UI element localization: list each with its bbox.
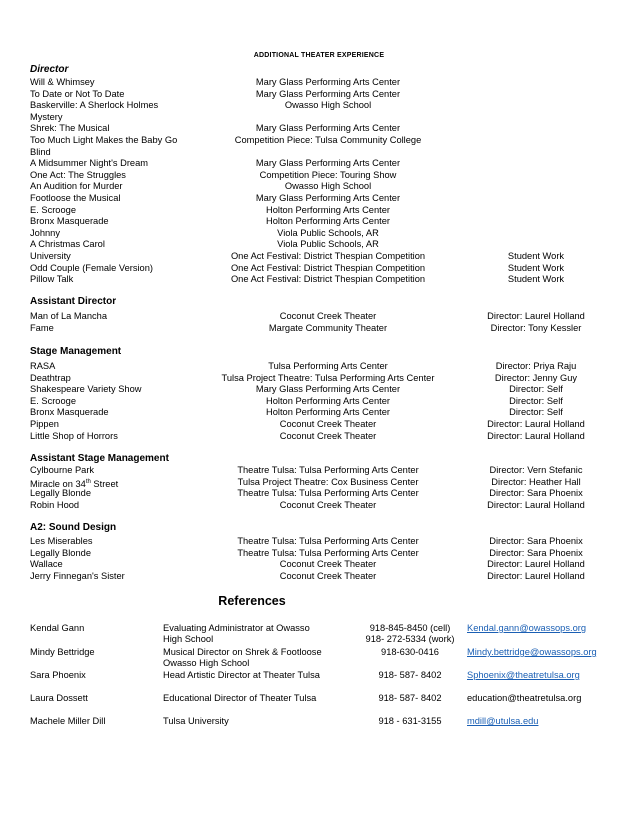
reference-role: High School <box>163 634 214 644</box>
production-title: RASA <box>30 361 56 371</box>
experience-row <box>30 418 610 430</box>
director-note: Director: Tony Kessler <box>490 322 582 333</box>
experience-row <box>30 383 610 395</box>
experience-row <box>30 372 610 384</box>
venue: Tulsa Project Theatre: Tulsa Performing Arts Center <box>221 372 435 383</box>
production-title: Cylbourne Park <box>30 465 95 475</box>
production-title: One Act: The Struggles <box>30 169 126 180</box>
production-title: Jerry Finnegan's Sister <box>30 570 125 581</box>
venue: Mary Glass Performing Arts Center <box>255 193 401 203</box>
reference-role: Head Artistic Director at Theater Tulsa <box>163 670 320 680</box>
section-heading: Assistant Director <box>30 296 117 307</box>
venue: Mary Glass Performing Arts Center <box>255 158 401 169</box>
reference-phone: 918- 587- 8402 <box>378 693 442 703</box>
production-title: Bronx Masquerade <box>30 216 109 227</box>
production-title: Baskerville: A Sherlock Holmes <box>30 100 159 111</box>
director-note: Director: Jenny Guy <box>494 372 578 383</box>
director-note: Director: Laural Holland <box>487 419 585 429</box>
production-title: Shrek: The Musical <box>30 123 110 134</box>
venue: Holton Performing Arts Center <box>265 395 391 406</box>
experience-row <box>30 395 610 407</box>
reference-role: Tulsa University <box>163 716 229 726</box>
experience-row <box>30 430 610 442</box>
venue: Theatre Tulsa: Tulsa Performing Arts Center <box>237 547 419 558</box>
experience-row <box>30 322 610 334</box>
director-note: Director: Sara Phoenix <box>489 536 583 546</box>
experience-row <box>30 406 610 418</box>
references-heading: References <box>218 594 286 608</box>
director-note: Student Work <box>507 262 565 273</box>
production-title: Fame <box>30 322 54 333</box>
experience-row <box>30 169 610 181</box>
director-note: Director: Sara Phoenix <box>489 547 583 558</box>
venue: Holton Performing Arts Center <box>265 407 391 418</box>
venue: Tulsa Project Theatre: Cox Business Center <box>237 476 419 487</box>
venue: Mary Glass Performing Arts Center <box>255 88 401 99</box>
director-note: Director: Laural Holland <box>487 430 585 441</box>
production-title: Blind <box>30 146 51 157</box>
experience-row <box>30 122 610 134</box>
director-note: Student Work <box>507 274 565 285</box>
reference-phone: 918-630-0416 <box>381 647 439 657</box>
production-title: Little Shop of Horrors <box>30 430 118 441</box>
experience-row <box>30 99 610 111</box>
venue: One Act Festival: District Thespian Competition <box>230 274 426 285</box>
section-heading: Stage Management <box>30 346 122 357</box>
reference-email[interactable]: Sphoenix@theatretulsa.org <box>467 670 580 680</box>
venue: Mary Glass Performing Arts Center <box>255 123 401 134</box>
director-note: Director: Priya Raju <box>495 361 577 371</box>
production-title: Pillow Talk <box>30 274 74 285</box>
production-title: Miracle on 34th Street <box>30 478 119 489</box>
reference-role: Evaluating Administrator at Owasso <box>163 623 310 633</box>
reference-role: Educational Director of Theater Tulsa <box>163 693 317 703</box>
experience-row <box>30 76 610 88</box>
director-note: Student Work <box>507 251 565 261</box>
venue: One Act Festival: District Thespian Competition <box>230 262 426 273</box>
production-title: Will & Whimsey <box>30 77 95 87</box>
experience-row <box>30 499 610 511</box>
experience-row <box>30 250 610 262</box>
production-title: An Audition for Murder <box>30 181 123 192</box>
reference-name: Machele Miller Dill <box>30 716 106 726</box>
venue: Theatre Tulsa: Tulsa Performing Arts Center <box>237 488 419 499</box>
venue: Coconut Creek Theater <box>279 499 377 510</box>
experience-row <box>30 204 610 216</box>
venue: Owasso High School <box>284 181 372 192</box>
reference-phone: 918-845-8450 (cell) <box>369 623 451 633</box>
reference-phone: 918 - 631-3155 <box>378 716 442 726</box>
reference-phone: 918- 587- 8402 <box>378 670 442 680</box>
director-note: Director: Laural Holland <box>487 499 585 510</box>
experience-row <box>30 547 610 559</box>
venue: Coconut Creek Theater <box>279 570 377 581</box>
production-title: A Midsummer Night's Dream <box>30 158 149 169</box>
reference-name: Laura Dossett <box>30 693 88 703</box>
production-title: Mystery <box>30 111 63 122</box>
production-title: Footloose the Musical <box>30 193 121 203</box>
director-note: Director: Self <box>509 384 563 395</box>
experience-row <box>30 180 610 192</box>
experience-row <box>30 487 610 499</box>
experience-row <box>30 157 610 169</box>
venue: Mary Glass Performing Arts Center <box>255 77 401 87</box>
production-title: Shakespeare Variety Show <box>30 384 142 395</box>
director-note: Director: Sara Phoenix <box>489 488 583 499</box>
venue: Coconut Creek Theater <box>279 419 377 429</box>
director-note: Director: Self <box>509 395 563 406</box>
venue: Owasso High School <box>284 100 372 111</box>
venue: One Act Festival: District Thespian Competition <box>230 251 426 261</box>
experience-row <box>30 262 610 274</box>
production-title: Bronx Masquerade <box>30 407 109 418</box>
experience-row <box>30 558 610 570</box>
experience-row <box>30 215 610 227</box>
venue: Holton Performing Arts Center <box>265 216 391 227</box>
production-title: To Date or Not To Date <box>30 88 125 99</box>
production-title: Odd Couple (Female Version) <box>30 262 153 273</box>
reference-email: education@theatretulsa.org <box>467 693 582 703</box>
venue: Viola Public Schools, AR <box>277 227 379 238</box>
production-title: Wallace <box>30 559 63 570</box>
reference-email[interactable]: Mindy.bettridge@owassops.org <box>467 647 597 657</box>
experience-row <box>30 535 610 547</box>
production-title: E. Scrooge <box>30 395 76 406</box>
production-title: Les Miserables <box>30 536 93 546</box>
experience-row <box>30 464 610 476</box>
venue: Coconut Creek Theater <box>279 311 377 321</box>
venue: Margate Community Theater <box>268 322 388 333</box>
venue: Coconut Creek Theater <box>279 559 377 570</box>
director-note: Director: Self <box>509 407 563 418</box>
experience-row <box>30 238 610 250</box>
director-note: Director: Vern Stefanic <box>489 465 583 475</box>
section-heading: Assistant Stage Management <box>30 453 169 464</box>
venue: Coconut Creek Theater <box>279 430 377 441</box>
experience-row <box>30 310 610 322</box>
experience-row <box>30 146 610 158</box>
venue: Competition Piece: Touring Show <box>259 169 397 180</box>
experience-row <box>30 476 610 488</box>
experience-row <box>30 570 610 582</box>
venue: Mary Glass Performing Arts Center <box>255 384 401 395</box>
production-title: Johnny <box>30 227 60 238</box>
production-title: Man of La Mancha <box>30 311 108 321</box>
director-note: Director: Laurel Holland <box>487 570 585 581</box>
production-title: Legally Blonde <box>30 547 91 558</box>
reference-email[interactable]: mdill@utulsa.edu <box>467 716 539 726</box>
page-title: ADDITIONAL THEATER EXPERIENCE <box>253 52 385 59</box>
venue: Theatre Tulsa: Tulsa Performing Arts Center <box>237 465 419 475</box>
production-title: Too Much Light Makes the Baby Go <box>30 135 178 145</box>
production-title: Pippen <box>30 419 59 429</box>
venue: Holton Performing Arts Center <box>265 204 391 215</box>
experience-row <box>30 360 610 372</box>
venue: Theatre Tulsa: Tulsa Performing Arts Center <box>237 536 419 546</box>
director-note: Director: Heather Hall <box>491 476 581 487</box>
section-heading: Director <box>30 64 69 75</box>
experience-row <box>30 227 610 239</box>
production-title: Legally Blonde <box>30 488 91 499</box>
director-note: Director: Laurel Holland <box>487 559 585 570</box>
reference-role: Owasso High School <box>163 658 250 668</box>
experience-row <box>30 134 610 146</box>
reference-phone: 918- 272-5334 (work) <box>365 634 455 644</box>
section-heading: A2: Sound Design <box>30 522 117 533</box>
production-title: A Christmas Carol <box>30 239 105 250</box>
reference-name: Sara Phoenix <box>30 670 86 680</box>
reference-role: Musical Director on Shrek & Footloose <box>163 647 322 657</box>
experience-row <box>30 192 610 204</box>
production-title: Deathtrap <box>30 372 71 383</box>
director-note: Director: Laurel Holland <box>487 311 585 321</box>
production-title: Robin Hood <box>30 499 80 510</box>
production-title: E. Scrooge <box>30 204 76 215</box>
reference-name: Mindy Bettridge <box>30 647 95 657</box>
reference-email[interactable]: Kendal.gann@owassops.org <box>467 623 587 633</box>
venue: Viola Public Schools, AR <box>277 239 379 250</box>
venue: Tulsa Performing Arts Center <box>268 361 388 371</box>
reference-name: Kendal Gann <box>30 623 85 633</box>
venue: Competition Piece: Tulsa Community College <box>234 135 422 145</box>
experience-row <box>30 111 610 123</box>
experience-row <box>30 88 610 100</box>
experience-row <box>30 273 610 285</box>
production-title: University <box>30 251 71 261</box>
